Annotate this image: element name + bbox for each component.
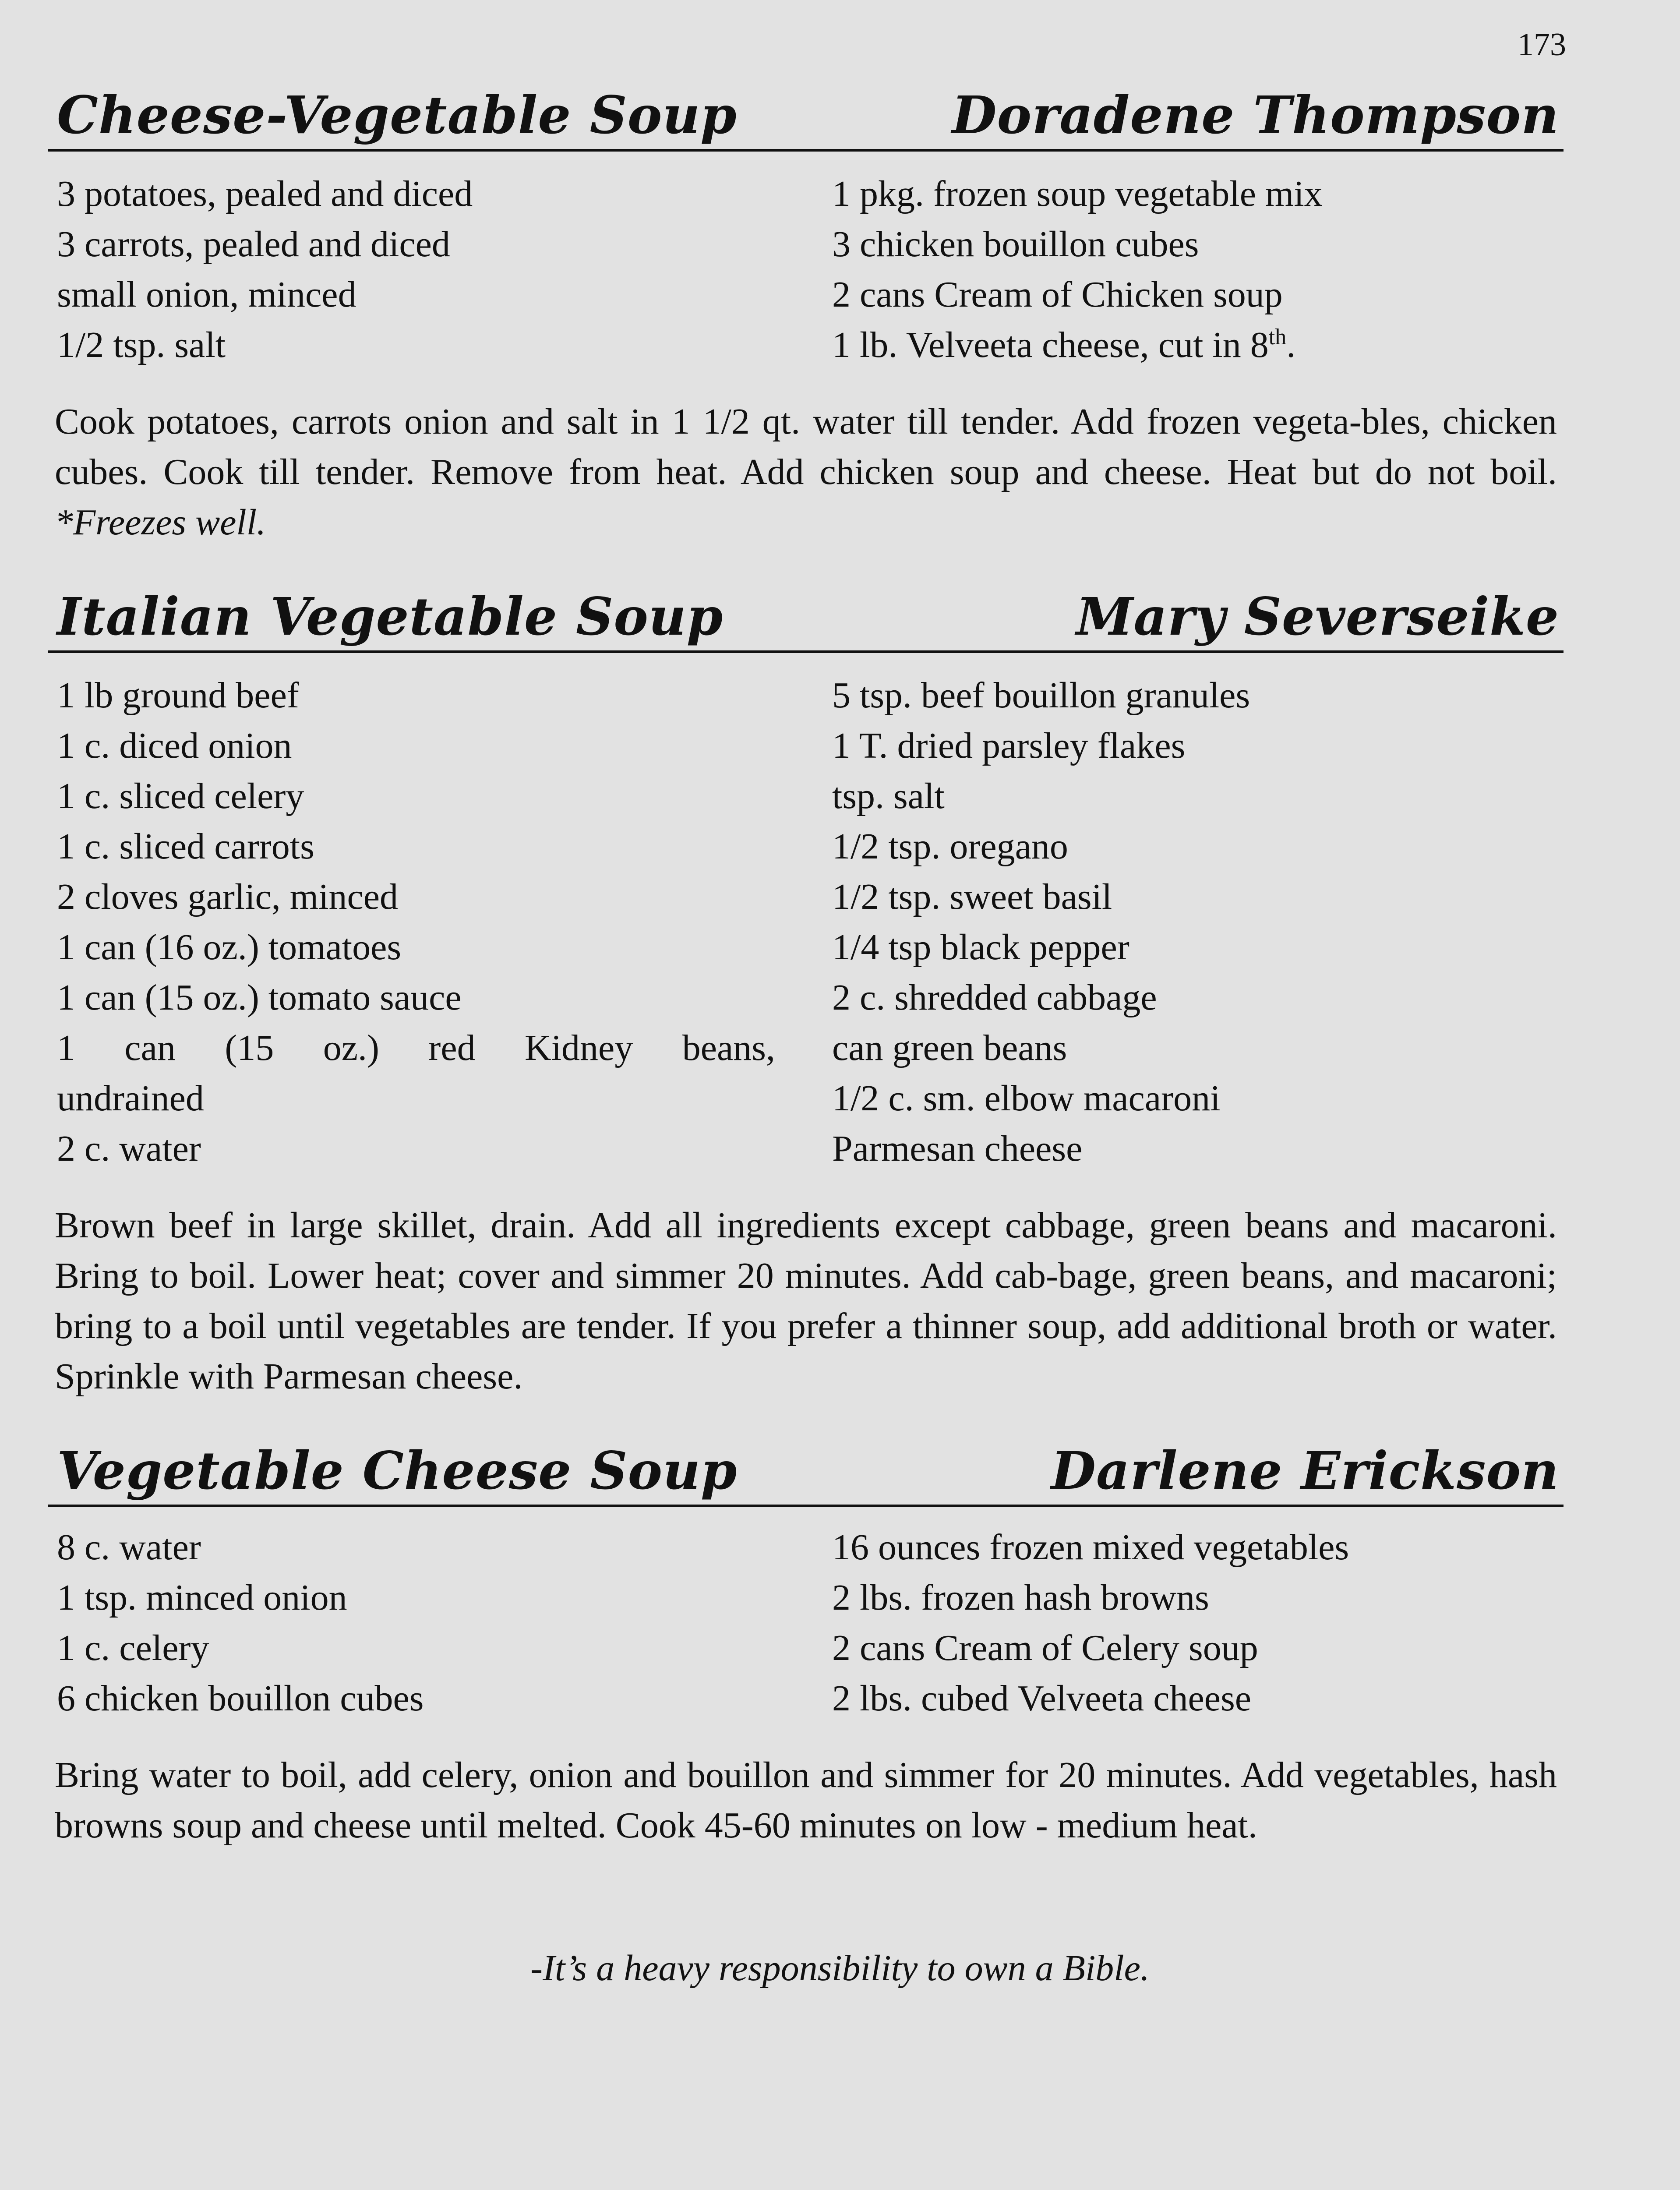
- ingredient: 1 tsp. minced onion: [57, 1577, 347, 1618]
- recipe-author: Mary Severseike: [1076, 586, 1559, 647]
- ingredient: 1/2 tsp. salt: [57, 325, 226, 365]
- ingredient: 1 c. sliced celery: [57, 776, 304, 816]
- ingredient: 1 can (16 oz.) tomatoes: [57, 927, 402, 968]
- ingredient: 2 lbs. cubed Velveeta cheese: [832, 1678, 1252, 1719]
- ingredient-period: .: [1286, 325, 1296, 365]
- ingredient: Parmesan cheese: [832, 1128, 1083, 1169]
- footer-quote: -It’s a heavy responsibility to own a Bible.: [530, 1948, 1150, 1989]
- ingredient: 1 lb ground beef: [57, 675, 299, 716]
- recipe-directions: [55, 1200, 1557, 1402]
- recipe-author: Doradene Thompson: [952, 85, 1559, 145]
- ingredients-list: [57, 1522, 1564, 1724]
- ingredient: 1 pkg. frozen soup vegetable mix: [832, 173, 1323, 214]
- ingredient: 1 c. sliced carrots: [57, 826, 314, 867]
- ingredients-list: [57, 670, 1564, 1178]
- ingredients-right-column: [832, 169, 1568, 370]
- ingredient: 2 lbs. frozen hash browns: [832, 1577, 1209, 1618]
- ingredients-left-column: [57, 1522, 801, 1724]
- ingredient: 2 cans Cream of Chicken soup: [832, 274, 1283, 315]
- ingredient: 3 potatoes, pealed and diced: [57, 173, 473, 214]
- recipe-author: Darlene Erickson: [1051, 1440, 1559, 1501]
- ingredient: 1/2 tsp. sweet basil: [832, 876, 1112, 917]
- directions-text: Brown beef in large skillet, drain. Add all ingredients except cabbage, green beans and macaroni. Bring to boil. Lower heat; cover and simmer 20 minutes. Add cab-bage, green beans, and macaroni; bring to a boil until vegetables are tender. If you prefer a thinner soup, add additional broth or water. Sprinkle with Parmesan cheese.: [55, 1205, 1557, 1397]
- directions-text: Bring water to boil, add celery, onion and bouillon and simmer for 20 minutes. Add vegetables, hash browns soup and cheese until melted. Cook 45-60 minutes on low - medium heat.: [55, 1755, 1557, 1846]
- ingredient: 2 c. shredded cabbage: [832, 977, 1157, 1018]
- ingredients-left-column: [57, 169, 801, 370]
- recipe-title: Italian Vegetable Soup: [57, 586, 724, 647]
- ingredient: 2 cloves garlic, minced: [57, 876, 399, 917]
- ingredients-left-column: [57, 670, 801, 1174]
- recipe-directions: [55, 1750, 1557, 1851]
- ingredient: [832, 320, 1568, 370]
- recipe-header-vegetable-cheese-soup: [48, 1439, 1564, 1507]
- ingredient: 2 cans Cream of Celery soup: [832, 1628, 1258, 1668]
- ingredients-right-column: [832, 1522, 1568, 1724]
- ingredient: small onion, minced: [57, 274, 356, 315]
- ingredient: undrained: [57, 1078, 204, 1119]
- ingredient: 1 T. dried parsley flakes: [832, 725, 1186, 766]
- directions-text: Cook potatoes, carrots onion and salt in 1 1/2 qt. water till tender. Add frozen vegeta-bles, chicken cubes. Cook till tender. Remove from heat. Add chicken soup and cheese. Heat but do not boil.: [55, 401, 1557, 492]
- recipe-directions: [55, 396, 1557, 548]
- ingredient: tsp. salt: [832, 776, 945, 816]
- recipe-header-italian-vegetable-soup: [48, 585, 1564, 653]
- directions-note: *Freezes well.: [55, 502, 266, 543]
- ingredient: 2 c. water: [57, 1128, 201, 1169]
- ingredient: 1/2 tsp. oregano: [832, 826, 1068, 867]
- page-number: 173: [1518, 27, 1566, 63]
- ingredient: 5 tsp. beef bouillon granules: [832, 675, 1250, 716]
- ingredient: 6 chicken bouillon cubes: [57, 1678, 424, 1719]
- ordinal-suffix: th: [1268, 325, 1287, 350]
- ingredient: can green beans: [832, 1028, 1067, 1068]
- ingredients-right-column: [832, 670, 1568, 1174]
- ingredient: 1 c. celery: [57, 1628, 209, 1668]
- recipe-title: Cheese-Vegetable Soup: [57, 85, 737, 145]
- ingredient: 1/4 tsp black pepper: [832, 927, 1129, 968]
- ingredient: 3 chicken bouillon cubes: [832, 224, 1199, 265]
- ingredient: 1 can (15 oz.) tomato sauce: [57, 977, 462, 1018]
- ingredient: 1 c. diced onion: [57, 725, 292, 766]
- ingredients-list: [57, 169, 1564, 370]
- ingredient: 1 can (15 oz.) red Kidney beans,: [57, 1028, 775, 1068]
- ingredient: 1/2 c. sm. elbow macaroni: [832, 1078, 1221, 1119]
- recipe-title: Vegetable Cheese Soup: [57, 1440, 738, 1501]
- ingredient: 16 ounces frozen mixed vegetables: [832, 1527, 1349, 1568]
- ingredient: 3 carrots, pealed and diced: [57, 224, 450, 265]
- ingredient-text: 1 lb. Velveeta cheese, cut in 8: [832, 325, 1269, 365]
- recipe-header-cheese-vegetable-soup: [48, 83, 1564, 152]
- ingredient: 8 c. water: [57, 1527, 201, 1568]
